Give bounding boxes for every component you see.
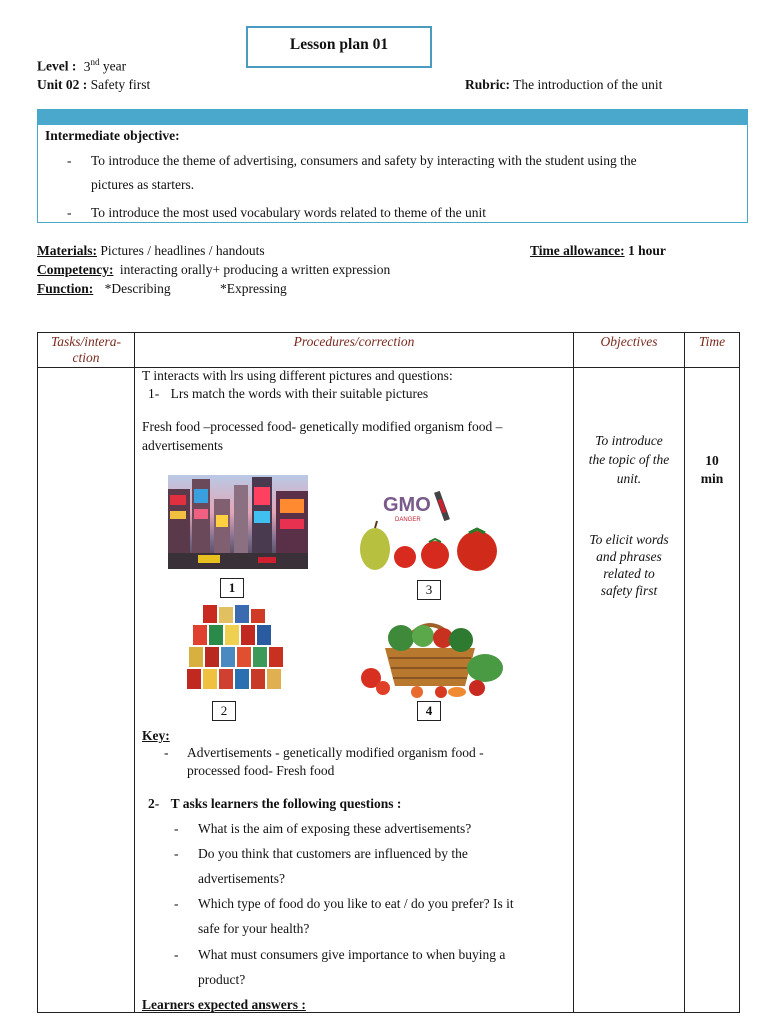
- question-2-line1: Do you think that customers are influenced by the: [198, 846, 468, 861]
- time-cell: [685, 368, 740, 1013]
- materials-value: Pictures / headlines / handouts: [100, 243, 265, 258]
- question-4-line2: product?: [198, 972, 246, 987]
- function-label: Function:: [37, 281, 94, 296]
- header-tasks: [38, 333, 135, 368]
- step1-text: Lrs match the words with their suitable pictures: [170, 386, 429, 401]
- expected-answers-label: Learners expected answers :: [142, 997, 306, 1012]
- level-label: Level :: [37, 58, 77, 74]
- objective-item-2: - To introduce the most used vocabulary words related to theme of the unit: [67, 205, 737, 221]
- competency-label: Competency:: [37, 262, 114, 277]
- question-1-dash: -: [174, 821, 179, 836]
- objective-heading: Intermediate objective:: [45, 128, 180, 143]
- function-line: [37, 281, 287, 297]
- question-4-line1: What must consumers give importance to when buying a: [198, 947, 506, 962]
- time-unit: min: [700, 471, 724, 486]
- step1-number: 1-: [148, 386, 160, 401]
- question-2-dash: -: [174, 846, 179, 861]
- objective-1-line1: To introduce: [595, 433, 663, 448]
- objective-item-1-line1: To introduce the theme of advertising, consumers and safety by interacting with the student using the: [91, 153, 637, 168]
- question-3-line2: safe for your health?: [198, 921, 310, 936]
- key-line-1: Advertisements - genetically modified organism food -: [187, 745, 484, 760]
- table-header-row: [38, 333, 740, 368]
- objective-item-2-line1: To introduce the most used vocabulary words related to theme of the unit: [91, 205, 486, 220]
- level-rest: year: [102, 58, 127, 74]
- header-tasks-line1: Tasks/intera-: [50, 334, 121, 349]
- step2-text: T asks learners the following questions :: [170, 796, 402, 811]
- lesson-table: [37, 332, 740, 1013]
- header-time: Time: [685, 333, 740, 368]
- time-value: [685, 452, 739, 488]
- objective-2-line4: safety first: [600, 583, 658, 598]
- question-4-dash: -: [174, 947, 179, 962]
- tasks-cell: [38, 368, 135, 1013]
- materials-label: Materials:: [37, 243, 97, 258]
- time-allowance-label: Time allowance:: [530, 243, 625, 258]
- time-allowance-line: [530, 243, 666, 259]
- objective-item-1-line2: pictures as starters.: [91, 177, 195, 192]
- proc-intro: T interacts with lrs using different pictures and questions:: [142, 368, 453, 383]
- objective-1-line3: unit.: [616, 471, 642, 486]
- objective-1: [574, 431, 684, 488]
- objective-2-line3: related to: [603, 566, 655, 581]
- key-line-2: processed food- Fresh food: [187, 763, 335, 778]
- question-2-line2: advertisements?: [198, 871, 285, 886]
- proc-step2: [148, 796, 401, 812]
- key-label: Key:: [142, 728, 170, 743]
- gmo-title-text: GMO: [383, 494, 431, 516]
- picture-canned-food: [185, 605, 285, 689]
- level-sup: nd: [90, 57, 100, 67]
- header-objectives: Objectives: [574, 333, 685, 368]
- function-describing: *Describing: [104, 281, 171, 296]
- picture-number-2: 2: [212, 701, 236, 721]
- rubric-line: [465, 77, 662, 93]
- procedures-cell: [135, 368, 574, 1013]
- materials-line: [37, 243, 265, 259]
- objective-header-bar: [37, 109, 748, 125]
- rubric-value: The introduction of the unit: [513, 77, 663, 92]
- competency-line: [37, 262, 390, 278]
- level-line: [37, 57, 126, 75]
- function-expressing: *Expressing: [220, 281, 287, 296]
- unit-value: Safety first: [90, 77, 151, 92]
- words-line-2: advertisements: [142, 438, 223, 453]
- question-3-line1: Which type of food do you like to eat / do you prefer? Is it: [198, 896, 514, 911]
- words-line-1: Fresh food –processed food- genetically modified organism food –: [142, 419, 503, 434]
- picture-fresh-food: [355, 608, 505, 698]
- picture-gmo: [355, 481, 500, 576]
- rubric-label: Rubric:: [465, 77, 510, 92]
- objective-box: [37, 125, 748, 223]
- objective-1-line2: the topic of the: [588, 452, 670, 467]
- objective-item-1: - To introduce the theme of advertising, consumers and safety by interacting with the student using the pictures as starters.: [67, 153, 737, 193]
- gmo-danger-text: DANGER: [395, 517, 421, 523]
- objectives-cell: [574, 368, 685, 1013]
- question-3-dash: -: [174, 896, 179, 911]
- objective-2-line2: and phrases: [596, 549, 662, 564]
- header-procedures: Procedures/correction: [135, 333, 574, 368]
- unit-label: Unit 02 :: [37, 77, 88, 92]
- picture-number-4: 4: [417, 701, 441, 721]
- unit-line: [37, 77, 150, 93]
- picture-number-3: 3: [417, 580, 441, 600]
- competency-value: interacting orally+ producing a written expression: [119, 262, 391, 277]
- time-allowance-value: 1 hour: [628, 243, 666, 258]
- header-tasks-line2: ction: [72, 350, 100, 365]
- picture-advertisements: [168, 475, 308, 569]
- time-number: 10: [705, 453, 719, 468]
- table-row: [38, 368, 740, 1013]
- picture-number-1: 1: [220, 578, 244, 598]
- lesson-title: Lesson plan 01: [246, 26, 432, 68]
- key-dash: -: [164, 745, 169, 760]
- step2-number: 2-: [148, 796, 160, 811]
- objective-2-line1: To elicit words: [589, 532, 669, 547]
- proc-step1: [148, 386, 428, 402]
- objective-2: [574, 531, 684, 599]
- question-1: What is the aim of exposing these advertisements?: [198, 821, 472, 836]
- level-num: 3: [83, 58, 91, 74]
